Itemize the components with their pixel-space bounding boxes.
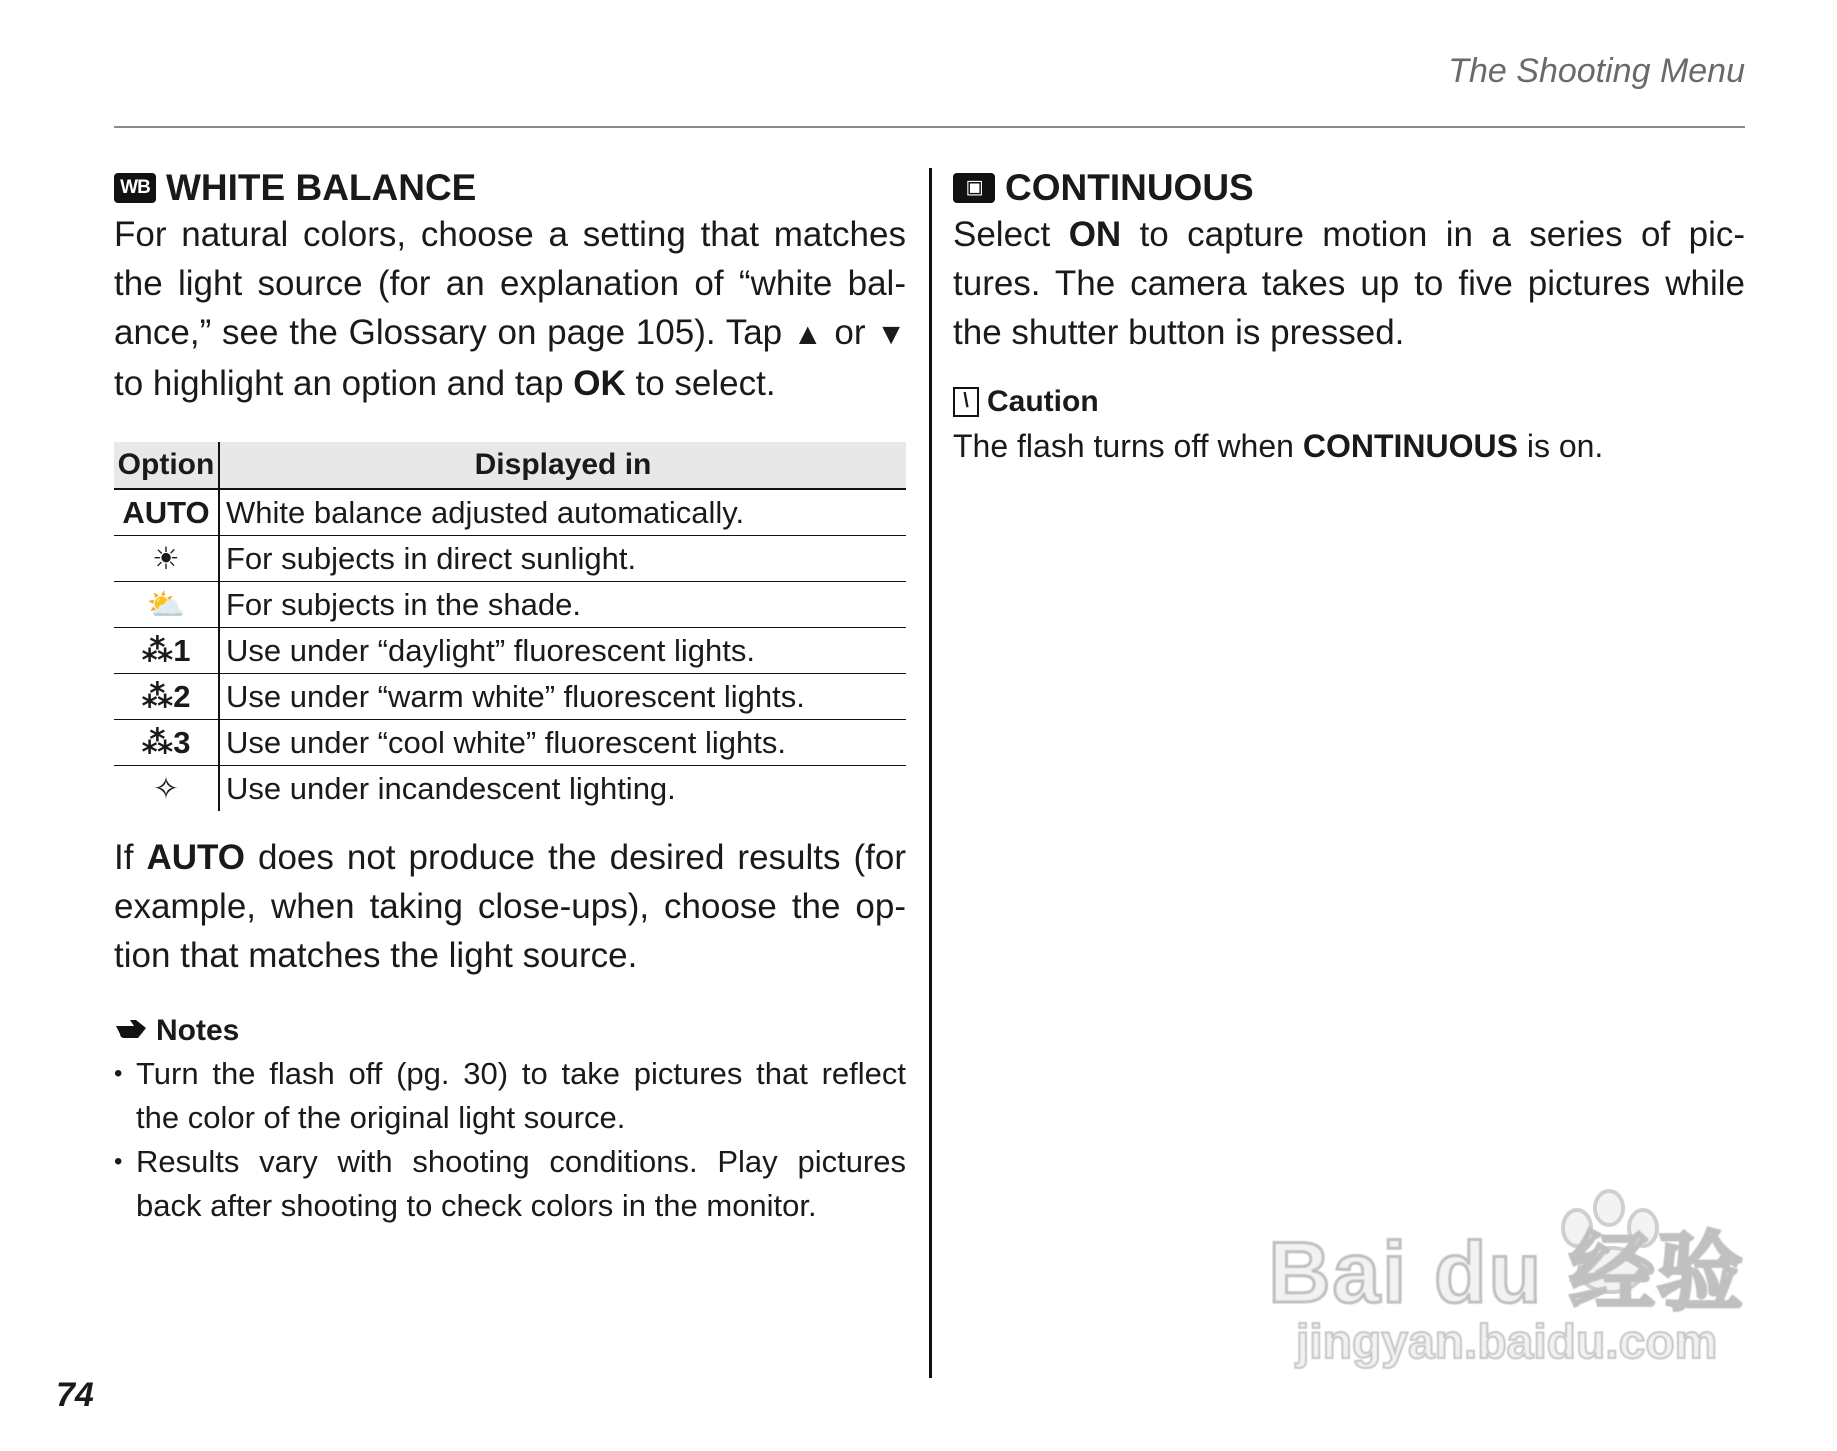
up-arrow-icon: ▲ [792, 318, 824, 351]
fluorescent-2-icon: ⁂2 [114, 674, 219, 720]
white-balance-icon: WB [114, 173, 156, 203]
table-header-row [114, 442, 906, 489]
option-description: Use under “cool white” fluorescent lights. [219, 720, 906, 766]
fluorescent-3-icon: ⁂3 [114, 720, 219, 766]
continuous-title-text: CONTINUOUS [1005, 167, 1254, 208]
table-row [114, 536, 906, 582]
pointing-hand-icon [114, 1014, 148, 1048]
caution-heading [953, 385, 1745, 419]
sunlight-icon: ☀ [114, 536, 219, 582]
white-balance-title [114, 166, 906, 210]
table-row [114, 720, 906, 766]
continuous-description: Select ON to capture motion in a series of pic-tures. The camera takes up to five pictures while the shutter button is pressed. [953, 215, 1746, 352]
option-description: White balance adjusted automatically. [219, 489, 906, 536]
table-row [114, 674, 906, 720]
continuous-title [953, 166, 1745, 210]
continuous-icon: ▣ [953, 173, 995, 203]
watermark-url: jingyan.baidu.com [1295, 1316, 1718, 1369]
list-item: • Turn the flash off (pg. 30) to take pictures that reflect the color of the original light source. [114, 1052, 906, 1140]
on-label: ON [1068, 215, 1122, 254]
page-number: 74 [56, 1376, 94, 1414]
incandescent-icon: ✧ [114, 766, 219, 812]
continuous-section [953, 166, 1745, 469]
caution-title: Caution [987, 385, 1099, 418]
column-divider [929, 168, 932, 1378]
baidu-watermark [1268, 1225, 1745, 1370]
auto-explanation: If AUTO does not produce the desired results (for example, when taking close-ups), choose the op-tion that matches the light source. [114, 838, 906, 975]
header-rule [114, 126, 1745, 128]
notes-heading [114, 1014, 906, 1048]
table-row [114, 489, 906, 536]
white-balance-table [114, 442, 906, 811]
option-description: Use under incandescent lighting. [226, 770, 676, 806]
table-row [114, 628, 906, 674]
option-description: Use under “daylight” fluorescent lights. [219, 628, 906, 674]
white-balance-intro: For natural colors, choose a setting that matches the light source (for an explanation of “white bal-ance,” see the Glossary on page 105). Tap ▲ or ▼ to highlight an option and tap OK to select. [114, 215, 906, 403]
column-header-option: Option [114, 442, 219, 489]
watermark-logo: Bai du 经验 [1268, 1225, 1745, 1321]
ok-label: OK [573, 364, 626, 403]
option-description: Use under “warm white” fluorescent lights. [219, 674, 906, 720]
caution-icon: \ [953, 387, 979, 417]
notes-title: Notes [156, 1014, 240, 1047]
down-arrow-icon: ▼ [876, 318, 906, 351]
white-balance-title-text: WHITE BALANCE [166, 167, 477, 208]
auto-label: AUTO [146, 838, 245, 877]
option-description: For subjects in direct sunlight. [219, 536, 906, 582]
column-header-displayed-in: Displayed in [219, 442, 906, 489]
shade-icon: ⛅ [114, 582, 219, 628]
notes-list [114, 1052, 906, 1228]
table-row [114, 582, 906, 628]
auto-option: AUTO [114, 489, 219, 536]
running-head: The Shooting Menu [1448, 52, 1745, 90]
caution-text: The flash turns off when CONTINUOUS is on. [953, 428, 1604, 464]
table-row [114, 766, 906, 812]
list-item: • Results vary with shooting conditions. Play pictures back after shooting to check colors in the monitor. [114, 1140, 906, 1228]
continuous-label: CONTINUOUS [1302, 428, 1518, 464]
option-description: For subjects in the shade. [219, 582, 906, 628]
white-balance-section [114, 166, 906, 1228]
fluorescent-1-icon: ⁂1 [114, 628, 219, 674]
